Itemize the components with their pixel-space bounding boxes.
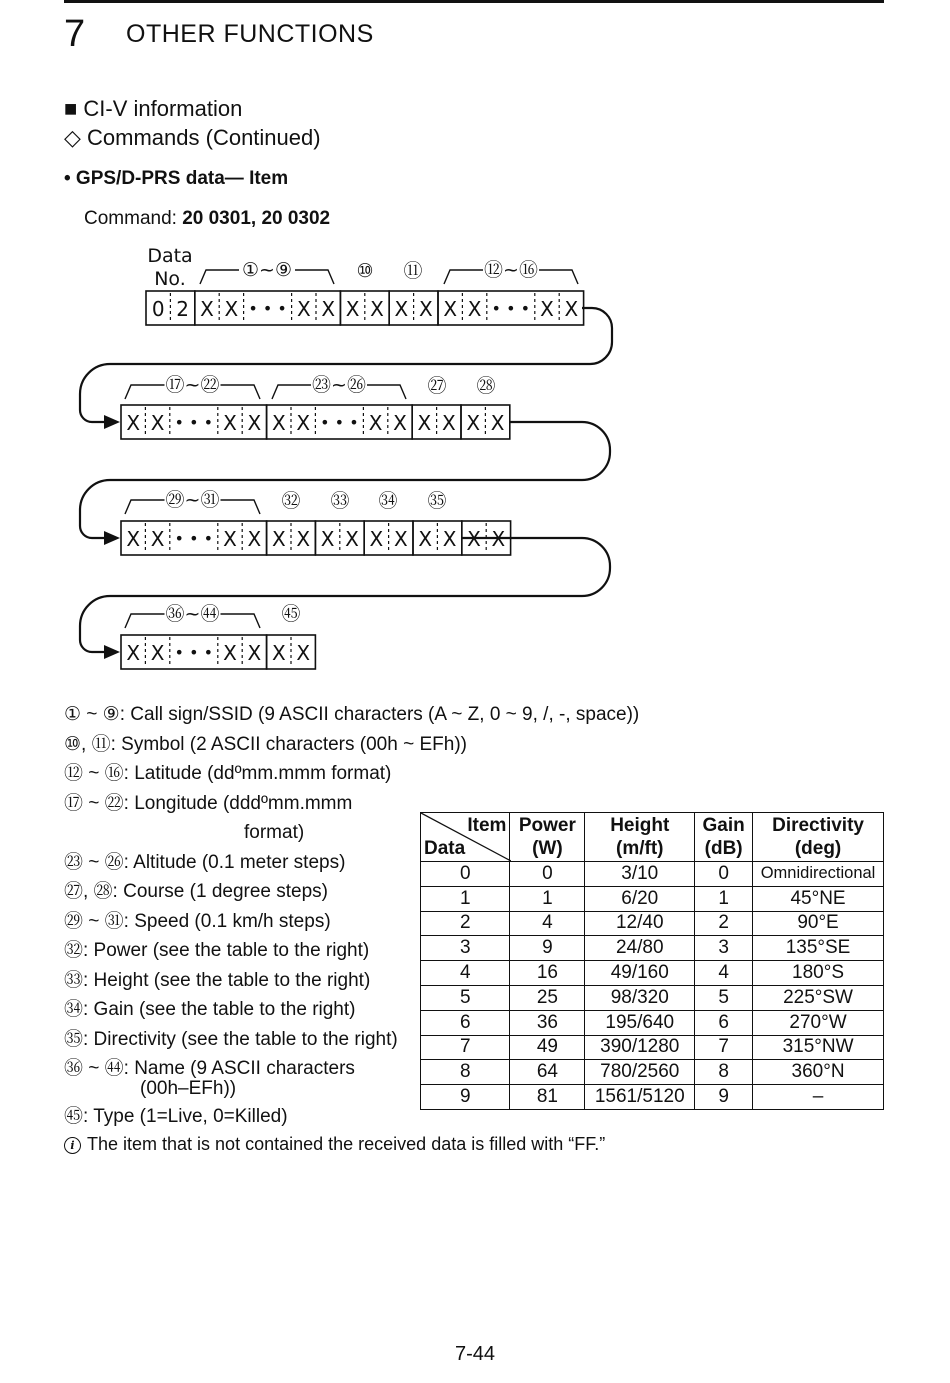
byte-digit-cell: X	[247, 641, 262, 665]
table-cell: 90°E	[753, 911, 884, 936]
table-cell: 6	[421, 1010, 510, 1035]
byte-digit-cell: X	[271, 527, 286, 551]
byte-digit-cell: X	[223, 641, 237, 665]
byte-digit-cell: X	[369, 527, 384, 551]
table-row	[421, 1035, 884, 1060]
info-note	[64, 1134, 605, 1155]
table-row	[421, 936, 884, 961]
item-label: ㊺	[281, 603, 301, 625]
byte-digit-cell: X	[441, 411, 456, 435]
desc-type: ㊺: Type (1=Live, 0=Killed)	[64, 1106, 288, 1127]
byte-digit-cell: X	[394, 297, 409, 321]
ellipsis: • • •	[174, 413, 214, 432]
table-cell: 135°SE	[753, 936, 884, 961]
table-cell: 1	[510, 886, 585, 911]
desc-name: ㊱ ~ ㊹: Name (9 ASCII characters	[64, 1058, 355, 1079]
byte-digit-cell: X	[490, 411, 505, 435]
byte-digit-cell: X	[321, 297, 336, 321]
desc-name-cont: (00h–EFh))	[140, 1078, 237, 1099]
byte-digit-cell: X	[345, 527, 359, 551]
table-cell: 16	[510, 961, 585, 986]
subsection-title: ◇ Commands (Continued)	[64, 125, 321, 150]
byte-digit-cell: X	[296, 527, 311, 551]
table-cell: 0	[421, 862, 510, 887]
table-cell: 49	[510, 1035, 585, 1060]
byte-digit-cell: X	[418, 297, 433, 321]
byte-digit-cell: X	[345, 297, 360, 321]
desc-longitude: ⑰ ~ ㉒: Longitude (dddºmm.mmm	[64, 792, 353, 814]
table-cell: 4	[421, 961, 510, 986]
byte-digit-cell: X	[150, 411, 165, 435]
byte-digit-cell: X	[467, 297, 482, 321]
byte-digit-cell: X	[271, 641, 286, 665]
bracket-label: ⑫~⑯	[484, 259, 538, 281]
table-cell: 12/40	[585, 911, 695, 936]
byte-digit-cell: 2	[176, 297, 189, 321]
byte-digit-cell: X	[442, 527, 457, 551]
item-label: ㉝	[330, 490, 350, 512]
table-cell: 0	[510, 862, 585, 887]
table-cell: 5	[695, 985, 753, 1010]
table-cell: 8	[695, 1060, 753, 1085]
table-cell: 1	[695, 886, 753, 911]
table-cell: 49/160	[585, 961, 695, 986]
section-title: ■ CI-V information	[64, 96, 243, 121]
byte-digit-cell: X	[247, 411, 262, 435]
corner-data-label: Data	[424, 838, 466, 859]
table-cell: 8	[421, 1060, 510, 1085]
desc-symbol: ⑩, ⑪: Symbol (2 ASCII characters (00h ~ EFh))	[64, 733, 467, 755]
byte-digit-cell: X	[296, 297, 311, 321]
flow-arrowhead	[104, 415, 120, 429]
table-cell: –	[753, 1085, 884, 1110]
table-row	[421, 1010, 884, 1035]
table-corner-cell	[421, 813, 510, 862]
byte-digit-cell: X	[126, 641, 141, 665]
header-gain: Gain (dB)	[695, 813, 753, 862]
byte-digit-cell: X	[467, 527, 481, 551]
byte-digit-cell: X	[200, 297, 214, 321]
header-rule	[64, 0, 884, 3]
header-directivity: Directivity (deg)	[753, 813, 884, 862]
byte-digit-cell: X	[150, 527, 165, 551]
table-cell: 315°NW	[753, 1035, 884, 1060]
bracket-label: ㊱~㊹	[165, 603, 220, 625]
desc-height: ㉝: Height (see the table to the right)	[64, 969, 371, 991]
byte-digit-cell: X	[393, 411, 407, 435]
corner-item-label: Item	[467, 815, 507, 836]
flow-arrowhead	[104, 645, 120, 659]
ellipsis: • • •	[174, 529, 214, 548]
chapter-title: OTHER FUNCTIONS	[126, 20, 374, 48]
desc-directivity: ㉟: Directivity (see the table to the right)	[64, 1028, 398, 1050]
table-cell: 1561/5120	[585, 1085, 695, 1110]
byte-digit-cell: X	[370, 297, 384, 321]
byte-digit-cell: X	[223, 527, 237, 551]
byte-digit-cell: X	[224, 297, 239, 321]
byte-digit-cell: X	[247, 527, 262, 551]
item-label: ㉘	[476, 375, 496, 397]
byte-digit-cell: X	[296, 411, 311, 435]
command-line	[84, 208, 330, 230]
table-cell: 6	[695, 1010, 753, 1035]
table-row	[421, 1060, 884, 1085]
bracket-label: ㉓~㉖	[312, 374, 366, 396]
byte-digit-cell: X	[564, 297, 579, 321]
table-cell: 2	[695, 911, 753, 936]
desc-power: ㉜: Power (see the table to the right)	[64, 940, 370, 961]
byte-digit-cell: 0	[151, 297, 165, 321]
table-cell: 1	[421, 886, 510, 911]
byte-digit-cell: X	[126, 527, 141, 551]
table-row	[421, 985, 884, 1010]
table-cell: 780/2560	[585, 1060, 695, 1085]
data-format-diagram	[0, 230, 950, 680]
desc-gain: ㉞: Gain (see the table to the right)	[64, 999, 356, 1020]
table-cell: 98/320	[585, 985, 695, 1010]
item-label: ⑪	[403, 260, 423, 282]
table-cell: 25	[510, 985, 585, 1010]
byte-digit-cell: X	[466, 411, 481, 435]
table-row	[421, 911, 884, 936]
item-label: ㉟	[427, 490, 447, 512]
table-cell: 5	[421, 985, 510, 1010]
table-cell: 9	[695, 1085, 753, 1110]
byte-digit-cell: X	[368, 411, 383, 435]
byte-digit-cell: X	[443, 297, 458, 321]
table-cell: 0	[695, 862, 753, 887]
spec-table	[420, 812, 884, 1110]
desc-speed: ㉙ ~ ㉛: Speed (0.1 km/h steps)	[64, 910, 331, 932]
ellipsis: • • •	[320, 413, 359, 432]
table-cell: 7	[695, 1035, 753, 1060]
bracket-label: ⑰~㉒	[165, 374, 220, 396]
table-cell: 4	[695, 961, 753, 986]
table-row	[421, 1085, 884, 1110]
byte-digit-cell: X	[223, 411, 237, 435]
table-cell: 6/20	[585, 886, 695, 911]
item-heading: • GPS/D-PRS data— Item	[64, 168, 289, 189]
ellipsis: • • •	[248, 299, 287, 318]
desc-altitude: ㉓ ~ ㉖: Altitude (0.1 meter steps)	[64, 851, 346, 873]
table-cell: 7	[421, 1035, 510, 1060]
table-cell: 4	[510, 911, 585, 936]
bracket-label: ㉙~㉛	[165, 489, 220, 511]
table-row	[421, 961, 884, 986]
desc-call-sign: ① ~ ⑨: Call sign/SSID (9 ASCII characters (A ~ Z, 0 ~ 9, /, -, space))	[64, 704, 640, 725]
byte-digit-cell: X	[271, 411, 286, 435]
item-label: ㉜	[281, 490, 301, 512]
table-cell: 360°N	[753, 1060, 884, 1085]
desc-course: ㉗, ㉘: Course (1 degree steps)	[64, 881, 328, 902]
table-cell: 195/640	[585, 1010, 695, 1035]
table-cell: Omnidirectional	[753, 862, 884, 887]
table-cell: 270°W	[753, 1010, 884, 1035]
item-label: ㉗	[427, 375, 447, 397]
byte-digit-cell: X	[150, 641, 165, 665]
byte-digit-cell: X	[296, 641, 311, 665]
table-cell: 390/1280	[585, 1035, 695, 1060]
header-power: Power (W)	[510, 813, 585, 862]
note-text: The item that is not contained the received data is filled with “FF.”	[87, 1134, 606, 1154]
table-row	[421, 862, 884, 887]
item-label: ⑩	[356, 260, 374, 282]
table-cell: 225°SW	[753, 985, 884, 1010]
info-icon: i	[64, 1137, 81, 1154]
byte-digit-cell: X	[491, 527, 506, 551]
ellipsis: • • •	[491, 299, 531, 318]
table-cell: 3	[421, 936, 510, 961]
chapter-number: 7	[64, 13, 86, 55]
command-value: 20 0301, 20 0302	[182, 208, 331, 229]
data-no-label: Data	[147, 245, 193, 267]
table-cell: 36	[510, 1010, 585, 1035]
table-cell: 64	[510, 1060, 585, 1085]
item-label: ㉞	[378, 490, 398, 512]
byte-digit-cell: X	[393, 527, 408, 551]
table-row	[421, 886, 884, 911]
table-cell: 3	[695, 936, 753, 961]
table-cell: 9	[421, 1085, 510, 1110]
byte-digit-cell: X	[540, 297, 554, 321]
table-header-row	[421, 813, 884, 862]
byte-digit-cell: X	[418, 527, 433, 551]
byte-digit-cell: X	[126, 411, 141, 435]
byte-digit-cell: X	[320, 527, 335, 551]
table-cell: 2	[421, 911, 510, 936]
header-height: Height (m/ft)	[585, 813, 695, 862]
table-cell: 9	[510, 936, 585, 961]
table-cell: 24/80	[585, 936, 695, 961]
ellipsis: • • •	[174, 643, 214, 662]
table-cell: 45°NE	[753, 886, 884, 911]
command-label: Command:	[84, 208, 177, 229]
table-cell: 180°S	[753, 961, 884, 986]
desc-longitude-cont: format)	[244, 822, 305, 843]
byte-digit-cell: X	[417, 411, 432, 435]
table-cell: 81	[510, 1085, 585, 1110]
table-cell: 3/10	[585, 862, 695, 887]
bracket-label: ①~⑨	[242, 259, 292, 281]
page-number: 7-44	[454, 1343, 496, 1365]
flow-arrowhead	[104, 531, 120, 545]
data-no-label: No.	[154, 268, 186, 290]
desc-latitude: ⑫ ~ ⑯: Latitude (ddºmm.mmm format)	[64, 763, 392, 784]
